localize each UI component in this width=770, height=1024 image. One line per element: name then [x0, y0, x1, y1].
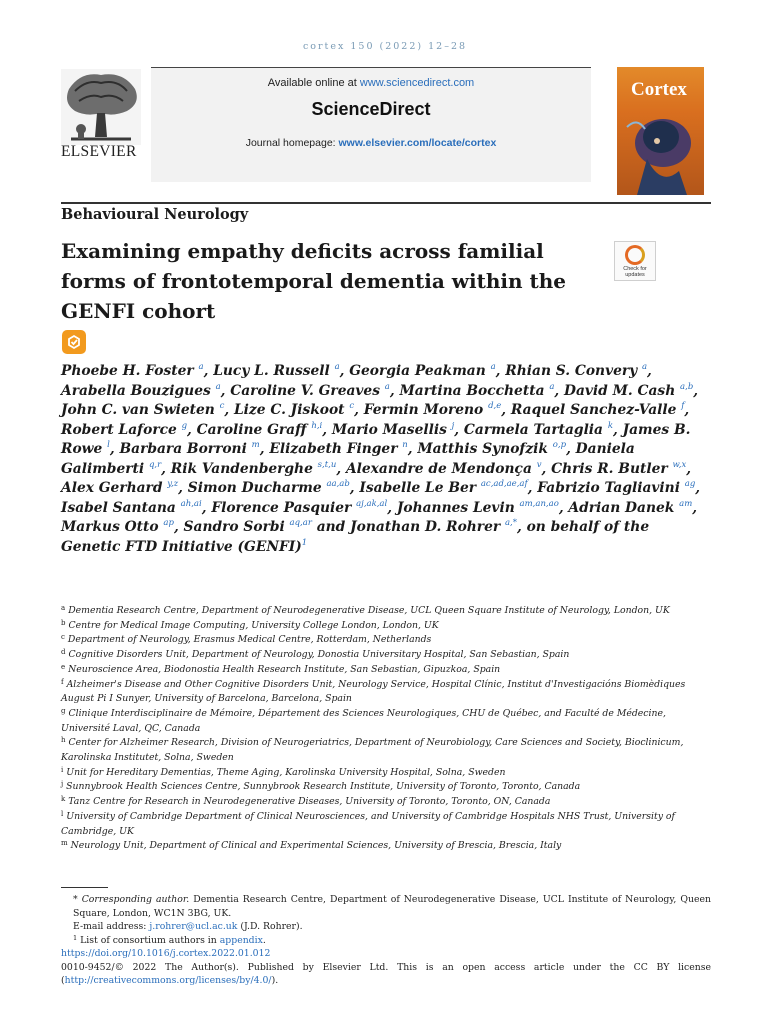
- affiliation-key: l: [61, 809, 64, 818]
- footnote-divider: [61, 887, 108, 888]
- affiliation-key: c: [61, 633, 65, 642]
- and-word: and: [316, 519, 346, 535]
- affiliation-text: Dementia Research Centre, Department of Neurodegenerative Disease, UCL Queen Square Institute of Neurology, London, UK: [68, 605, 670, 616]
- author-affiliation-mark[interactable]: a: [198, 362, 204, 372]
- author-affiliation-mark[interactable]: f: [681, 401, 685, 411]
- affiliation-key: e: [61, 662, 66, 671]
- author-affiliation-mark[interactable]: ap: [163, 518, 174, 528]
- homepage-prefix: Journal homepage:: [245, 137, 336, 149]
- affiliation-item: [61, 780, 711, 795]
- affiliation-item: [61, 648, 711, 663]
- author-affiliation-mark[interactable]: s,t,u: [317, 459, 337, 470]
- author-affiliation-mark[interactable]: k: [607, 420, 613, 431]
- author-affiliation-mark[interactable]: aj,ak,al: [356, 498, 388, 509]
- author-affiliation-mark[interactable]: y,z: [167, 479, 179, 489]
- header-divider: [61, 202, 711, 204]
- affiliation-key: f: [61, 677, 64, 686]
- cover-title: Cortex: [631, 79, 687, 100]
- author-affiliation-mark[interactable]: a,*: [504, 518, 517, 528]
- author-name: James B. Rowe: [61, 421, 691, 457]
- affiliation-text: Alzheimer's Disease and Other Cognitive Disorders Unit, Neurology Service, Hospital Clínic, Institut d'Investigacións Biomèdiques August Pi I Sunyer, University of Barcelona, Barcelona, Spain: [61, 678, 686, 705]
- author-name: Chris R. Butler: [551, 460, 668, 477]
- article-section: Behavioural Neurology: [61, 206, 249, 223]
- author-affiliation-mark[interactable]: j: [451, 420, 455, 431]
- author-affiliation-mark[interactable]: ah,ai: [180, 498, 202, 509]
- corresponding-label: Corresponding author.: [81, 894, 190, 905]
- author-affiliation-mark[interactable]: a: [490, 362, 496, 372]
- license-end: ).: [271, 975, 279, 986]
- author-affiliation-mark[interactable]: ag: [684, 479, 696, 489]
- author-name: Lize C. Jiskoot: [233, 402, 345, 418]
- email-owner: (J.D. Rohrer).: [240, 921, 303, 932]
- author-affiliation-mark[interactable]: g: [181, 420, 188, 431]
- author-list: Phoebe H. Foster $^a$, Lucy L. Russell $^a$, Georgia Peakman $^a$, Rhian S. Convery $^a$, Arabella Bouzigues $^a$, Caroline V. Greaves $^a$, Martina Bocchetta $^a$, David M. Cash $^{a,b}$, John C. van Swieten $^c$, Lize C. Jiskoot $^c$, Fermin Moreno $^{d,e}$, Raquel Sanchez-Valle $^f$, Robert Laforce $^g$, Caroline Graff $^{h,i}$, Mario Masellis $^j$, Carmela Tartaglia $^k$, James B. Rowe $^l$, Barbara Borroni $^m$, Elizabeth Finger $^n$, Matthis Synofzik $^{o,p}$, Daniela Galimberti $^{q,r}$, Rik Vandenberghe $^{s,t,u}$, Alexandre de Mendonça $^v$, Chris R. Butler $^{w,x}$, Alex Gerhard $^{y,z}$, Simon Ducharme $^{aa,ab}$, Isabelle Le Ber $^{ac,ad,ae,af}$, Fabrizio Tagliavini $^{ag}$, Isabel Santana $^{ah,ai}$, Florence Pasquier $^{aj,ak,al}$, Johannes Levin $^{am,an,ao}$, Adrian Danek $^{am}$, Markus Otto $^{ap}$, Sandro Sorbi $^{aq,ar}$ and Jonathan D. Rohrer $^{a,*}$, on behalf of the Genetic FTD Initiative (GENFI)$^1$: [61, 362, 701, 555]
- author-affiliation-mark[interactable]: am,an,ao: [519, 498, 559, 509]
- author-affiliation-mark[interactable]: c: [219, 401, 225, 411]
- author-name: Simon Ducharme: [187, 480, 322, 496]
- doi-link[interactable]: https://doi.org/10.1016/j.cortex.2022.01.012: [61, 948, 271, 959]
- consortium-footnote-mark[interactable]: 1: [301, 537, 308, 548]
- affiliation-item: [61, 663, 711, 678]
- affiliation-item: [61, 633, 711, 648]
- author-name: Caroline V. Greaves: [230, 382, 380, 399]
- journal-homepage-link[interactable]: www.elsevier.com/locate/cortex: [338, 137, 497, 149]
- author-name: Florence Pasquier: [211, 499, 352, 516]
- consortium-text: List of consortium authors in: [80, 934, 217, 946]
- affiliation-text: Unit for Hereditary Dementias, Theme Aging, Karolinska University Hospital, Solna, Sweden: [66, 766, 506, 778]
- author-name: Caroline Graff: [196, 421, 307, 438]
- author-affiliation-mark[interactable]: n: [402, 440, 408, 450]
- author-affiliation-mark[interactable]: c: [349, 401, 355, 411]
- license-line: [61, 961, 711, 988]
- cover-illustration-icon: [617, 67, 704, 195]
- author-affiliation-mark[interactable]: a: [215, 381, 221, 392]
- author-name: Raquel Sanchez-Valle: [510, 402, 677, 418]
- check-updates-label: Check for updates: [623, 266, 647, 278]
- license-text: 0010-9452/© 2022 The Author(s). Published by Elsevier Ltd. This is an open access article under the CC BY license (: [61, 961, 711, 986]
- affiliation-text: University of Cambridge Department of Clinical Neurosciences, and University of Cambridge Hospitals NHS Trust, University of Cambridge, UK: [61, 810, 675, 837]
- author-name: Markus Otto: [61, 519, 159, 535]
- author-affiliation-mark[interactable]: a: [384, 381, 390, 392]
- author-affiliation-mark[interactable]: a: [549, 381, 555, 392]
- author-affiliation-mark[interactable]: m: [251, 440, 260, 450]
- consortium-note: $^1$ List of consortium authors in appendix.: [73, 933, 266, 946]
- open-access-icon: [62, 330, 86, 354]
- journal-cover: [617, 67, 704, 195]
- affiliation-text: Centre for Medical Image Computing, University College London, London, UK: [68, 619, 439, 631]
- doi-line: [61, 947, 711, 961]
- affiliation-text: Center for Alzheimer Research, Division of Neurogeriatrics, Department of Neurobiology, Care Sciences and Society, Bioclinicum, Karolinska Institutet, Solna, Sweden: [61, 737, 684, 764]
- author-affiliation-mark[interactable]: a: [334, 362, 340, 372]
- author-affiliation-mark[interactable]: aa,ab: [326, 479, 350, 489]
- author-affiliation-mark[interactable]: a: [641, 362, 648, 372]
- author-affiliation-mark[interactable]: ac,ad,ae,af: [480, 479, 528, 489]
- affiliation-text: Cognitive Disorders Unit, Department of Neurology, Donostia Universitary Hospital, San Sebastian, Spain: [68, 649, 570, 661]
- affiliation-text: Neurology Unit, Department of Clinical and Experimental Sciences, University of Brescia, Brescia, Italy: [70, 840, 562, 852]
- affiliation-key: j: [61, 780, 64, 789]
- author-name: Elizabeth Finger: [269, 441, 398, 457]
- email-link[interactable]: j.rohrer@ucl.ac.uk: [149, 921, 238, 932]
- affiliation-item: [61, 766, 711, 781]
- license-link[interactable]: http://creativecommons.org/licenses/by/4.0/: [64, 975, 272, 986]
- available-online: [151, 77, 591, 89]
- author-affiliation-mark[interactable]: h,i: [311, 420, 323, 431]
- author-name: Fermin Moreno: [363, 402, 484, 418]
- author-name: Robert Laforce: [61, 421, 177, 438]
- affiliation-item: [61, 707, 711, 736]
- affiliation-item: [61, 736, 711, 765]
- author-affiliation-mark[interactable]: d,e: [488, 401, 502, 411]
- author-name: Carmela Tartaglia: [463, 421, 603, 438]
- corresponding-address: Dementia Research Centre, Department of Neurodegenerative Disease, UCL Institute of Neurology, Queen Square, London, WC1N 3BG, UK.: [73, 894, 711, 919]
- affiliation-key: h: [61, 736, 66, 745]
- email-note: [61, 920, 711, 934]
- affiliation-list: [61, 604, 711, 854]
- affiliation-key: b: [61, 618, 66, 627]
- update-ring-icon: [625, 245, 645, 265]
- affiliation-text: Tanz Centre for Research in Neurodegenerative Diseases, University of Toronto, Toronto, ON, Canada: [68, 796, 551, 808]
- journal-citation: cortex 150 (2022) 12–28: [302, 41, 468, 52]
- author-name: Martina Bocchetta: [399, 382, 545, 399]
- author-name: David M. Cash: [564, 382, 676, 399]
- author-affiliation-mark[interactable]: q,r: [148, 459, 162, 470]
- author-name: Arabella Bouzigues: [61, 382, 211, 399]
- affiliation-key: k: [61, 795, 66, 804]
- author-name: Adrian Danek: [568, 499, 675, 516]
- affiliation-item: [61, 604, 711, 619]
- author-name: Isabelle Le Ber: [359, 480, 477, 496]
- journal-homepage: [151, 137, 591, 149]
- sciencedirect-link[interactable]: www.sciencedirect.com: [359, 77, 475, 89]
- affiliation-item: [61, 795, 711, 810]
- affiliation-key: g: [61, 706, 66, 715]
- author-name: Daniela Galimberti: [61, 441, 635, 477]
- corresponding-author-note: [61, 893, 711, 920]
- affiliation-key: m: [61, 839, 68, 848]
- affiliation-item: [61, 839, 711, 854]
- author-name: Alexandre de Mendonça: [345, 460, 532, 477]
- author-name: Barbara Borroni: [119, 441, 247, 457]
- author-name: Mario Masellis: [331, 421, 447, 438]
- author-name: Georgia Peakman: [349, 363, 486, 379]
- check-for-updates-button[interactable]: [614, 241, 656, 281]
- author-name: Rik Vandenberghe: [170, 460, 313, 477]
- affiliation-key: d: [61, 648, 66, 657]
- affiliation-item: [61, 619, 711, 634]
- journal-header: [61, 63, 711, 213]
- appendix-link[interactable]: appendix: [219, 934, 263, 946]
- publisher-name: ELSEVIER: [61, 143, 137, 160]
- affiliation-item: [61, 678, 711, 707]
- author-name: Sandro Sorbi: [183, 519, 285, 535]
- author-affiliation-mark[interactable]: v: [536, 459, 542, 470]
- affiliation-text: Neuroscience Area, Biodonostia Health Research Institute, San Sebastian, Gipuzkoa, Spain: [68, 663, 501, 675]
- author-affiliation-mark[interactable]: am: [679, 498, 693, 509]
- consortium-mark: 1: [73, 933, 78, 942]
- article-title: Examining empathy deficits across familial forms of frontotemporal dementia within the GENFI cohort: [61, 239, 566, 323]
- author-name: Isabel Santana: [61, 499, 176, 516]
- footnotes: [61, 893, 711, 988]
- available-prefix: Available online at: [267, 77, 357, 89]
- author-name: Johannes Levin: [396, 499, 515, 516]
- affiliation-text: Department of Neurology, Erasmus Medical Centre, Rotterdam, Netherlands: [67, 634, 432, 646]
- author-affiliation-mark[interactable]: a,b: [680, 381, 694, 392]
- author-affiliation-mark[interactable]: aq,ar: [289, 518, 312, 528]
- affiliation-key: i: [61, 765, 64, 774]
- author-name: Alex Gerhard: [61, 480, 163, 496]
- author-name: Fabrizio Tagliavini: [537, 480, 680, 496]
- author-affiliation-mark[interactable]: o,p: [552, 440, 567, 450]
- sciencedirect-banner: [151, 67, 591, 182]
- affiliation-text: Sunnybrook Health Sciences Centre, Sunnybrook Research Institute, University of Toronto, Toronto, Canada: [66, 781, 581, 793]
- author-name: John C. van Swieten: [61, 402, 215, 418]
- affiliation-text: Clinique Interdisciplinaire de Mémoire, Département des Sciences Neurologiques, CHU de Québec, and Faculté de Médecine, Université Laval, QC, Canada: [61, 707, 666, 734]
- sciencedirect-wordmark: ScienceDirect: [311, 99, 431, 119]
- affiliation-key: a: [61, 604, 66, 612]
- author-name: Phoebe H. Foster: [61, 363, 194, 379]
- author-affiliation-mark[interactable]: w,x: [672, 459, 687, 470]
- author-name: Rhian S. Convery: [505, 363, 638, 379]
- author-name: Lucy L. Russell: [213, 363, 330, 379]
- author-affiliation-mark[interactable]: l: [107, 440, 110, 450]
- author-name: Matthis Synofzik: [417, 441, 548, 457]
- email-label: E-mail address:: [73, 921, 147, 932]
- affiliation-item: [61, 810, 711, 839]
- corresponding-mark: *: [73, 894, 78, 905]
- consortium-statement: , on behalf of the Genetic FTD Initiative (GENFI): [61, 519, 650, 555]
- author-name: Jonathan D. Rohrer: [350, 519, 501, 535]
